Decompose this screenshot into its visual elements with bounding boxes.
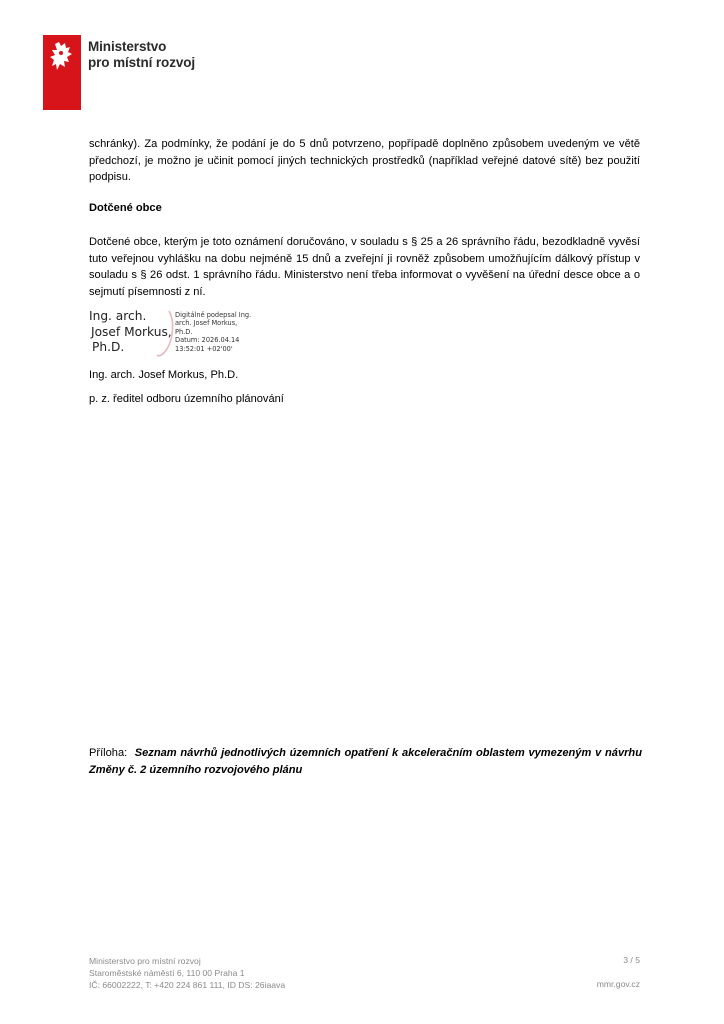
signer-name: Ing. arch. Josef Morkus, Ph.D. — [89, 369, 239, 381]
paragraph-intro: schránky). Za podmínky, že podání je do 5 dnů potvrzeno, popřípadě doplněno způsobem uvedeným ve větě předchozí, je možno je učinit pomocí jiných technických prostředků (například veřejné datové sítě) bez použití podpisu. — [89, 138, 640, 184]
signature-info-line-4: Datum: 2026.04.14 — [175, 336, 240, 345]
signature-info-line-1: Digitálně podepsal Ing. — [175, 311, 252, 319]
page-number: 3 / 5 — [623, 955, 640, 965]
signature-details — [175, 311, 251, 353]
signature-info-line-5: 13:52:01 +02'00' — [175, 344, 233, 353]
logo-line-2: pro místní rozvoj — [88, 55, 196, 70]
digital-signature — [89, 309, 269, 361]
attachment-label: Příloha: — [89, 747, 128, 759]
signature-flourish-icon — [155, 309, 177, 361]
signature-name-line-3: Ph.D. — [92, 340, 125, 354]
signer-role: p. z. ředitel odboru územního plánování — [89, 393, 284, 405]
signature-info-line-3: Ph.D. — [175, 327, 193, 336]
signature-name-line-2: Josef Morkus, — [91, 324, 172, 339]
section-heading: Dotčené obce — [89, 202, 162, 214]
footer-address — [89, 955, 285, 992]
attachment — [89, 745, 642, 778]
footer-org: Ministerstvo pro místní rozvoj — [89, 956, 201, 966]
ministry-name — [88, 39, 195, 71]
ministry-logo — [43, 35, 195, 110]
logo-line-1: Ministerstvo — [88, 39, 167, 54]
footer-street: Staroměstské náměstí 6, 110 00 Praha 1 — [89, 968, 245, 979]
lion-emblem-icon — [43, 35, 81, 110]
footer-website-link[interactable]: mmr.gov.cz — [596, 979, 640, 989]
signature-info-line-2: arch. Josef Morkus, — [175, 319, 238, 328]
attachment-title: Seznam návrhů jednotlivých územních opatření k akceleračním oblastem vymezeným v návrhu Změny č. 2 územního rozvojového plánu — [89, 747, 642, 776]
signature-name-line-1: Ing. arch. — [89, 309, 147, 323]
paragraph-municipalities: Dotčené obce, kterým je toto oznámení doručováno, v souladu s § 25 a 26 správního řádu, bezodkladně vyvěsí tuto veřejnou vyhlášku na dobu nejméně 15 dnů a zveřejní ji rovněž způsobem umožňujícím dálkový přístup v souladu s § 26 odst. 1 správního řádu. Ministerstvo není třeba informovat o vyvěšení na úřední desce obce a o sejmutí písemnosti z ní. — [89, 236, 640, 298]
footer-ids: IČ: 66002222, T: +420 224 861 111, ID DS: 26iaava — [89, 980, 286, 991]
